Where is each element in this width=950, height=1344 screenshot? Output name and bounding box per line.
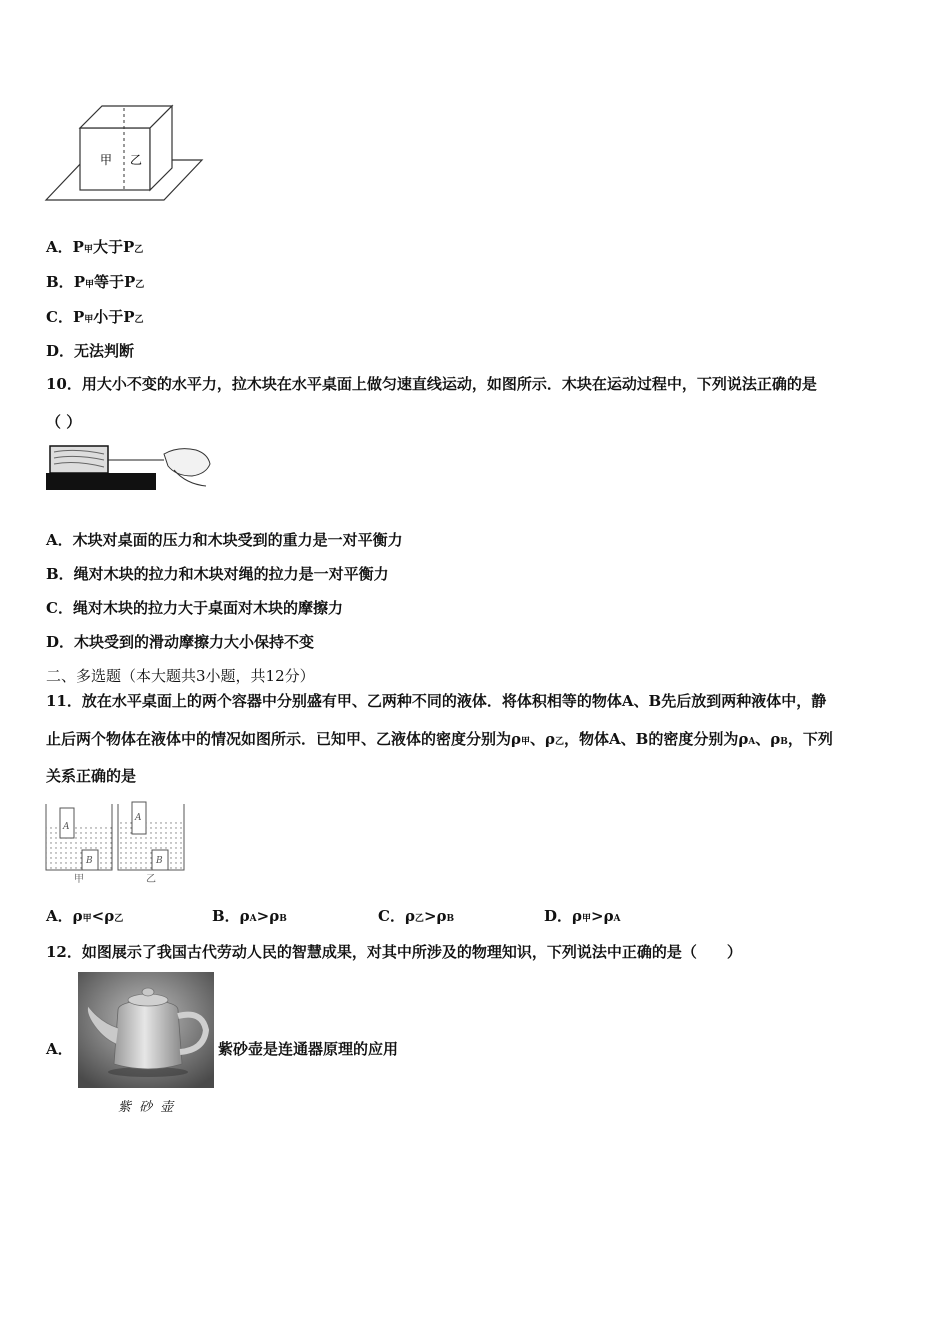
container1-obj-a: A: [63, 822, 70, 832]
container2-label: 乙: [146, 874, 156, 885]
containers-figure: [44, 796, 186, 886]
teapot-caption: 紫 砂 壶: [118, 1100, 176, 1115]
q11-stem-line1: 11．放在水平桌面上的两个容器中分别盛有甲、乙两种不同的液体．将体积相等的物体A、B先后放到两种液体中，静: [46, 692, 827, 710]
q11-stem-line3: 关系正确的是: [46, 767, 137, 785]
container2-obj-b: B: [156, 856, 163, 866]
q10-option-d[interactable]: D．木块受到的滑动摩擦力大小保持不变: [46, 633, 315, 651]
q9-option-d[interactable]: D．无法判断: [46, 342, 135, 360]
q9-option-c[interactable]: C．P甲小于P乙: [46, 308, 144, 326]
teapot-image: [78, 972, 214, 1088]
q11-option-b[interactable]: B．ρA>ρB: [212, 907, 287, 925]
cube-left-label: 甲: [100, 153, 113, 167]
q10-option-c[interactable]: C．绳对木块的拉力大于桌面对木块的摩擦力: [46, 599, 343, 617]
q11-option-a[interactable]: A．ρ甲<ρ乙: [46, 907, 124, 925]
q11-options: [46, 905, 710, 926]
q12-option-a-letter[interactable]: A．: [46, 1040, 73, 1058]
q9-option-a[interactable]: A．P甲大于P乙: [46, 238, 144, 256]
block-pull-figure: [46, 440, 216, 492]
q9-option-b[interactable]: B．P甲等于P乙: [46, 273, 145, 291]
q12-option-a-text[interactable]: 紫砂壶是连通器原理的应用: [218, 1040, 399, 1058]
container1-label: 甲: [74, 874, 84, 885]
q10-option-a[interactable]: A．木块对桌面的压力和木块受到的重力是一对平衡力: [46, 531, 403, 549]
section-title: 二、多选题（本大题共3小题，共12分）: [46, 667, 315, 685]
cube-figure: [44, 100, 204, 208]
q10-stem: 10．用大小不变的水平力，拉木块在水平桌面上做匀速直线运动，如图所示．木块在运动过程中，下列说法正确的是: [46, 375, 817, 393]
cube-right-label: 乙: [130, 153, 143, 167]
q11-option-c[interactable]: C．ρ乙>ρB: [378, 907, 455, 925]
container1-obj-b: B: [86, 856, 93, 866]
q10-stem-paren: （ ）: [46, 413, 82, 431]
container2-obj-a: A: [135, 813, 142, 823]
q11-stem-line2: 止后两个物体在液体中的情况如图所示．已知甲、乙液体的密度分别为ρ甲、ρ乙，物体A、B的密度分别为ρA、ρB，下列: [46, 730, 833, 748]
q11-option-d[interactable]: D．ρ甲>ρA: [544, 907, 621, 925]
q10-option-b[interactable]: B．绳对木块的拉力和木块对绳的拉力是一对平衡力: [46, 565, 389, 583]
q12-stem: 12．如图展示了我国古代劳动人民的智慧成果，对其中所涉及的物理知识，下列说法中正确的是（ ）: [46, 943, 742, 961]
